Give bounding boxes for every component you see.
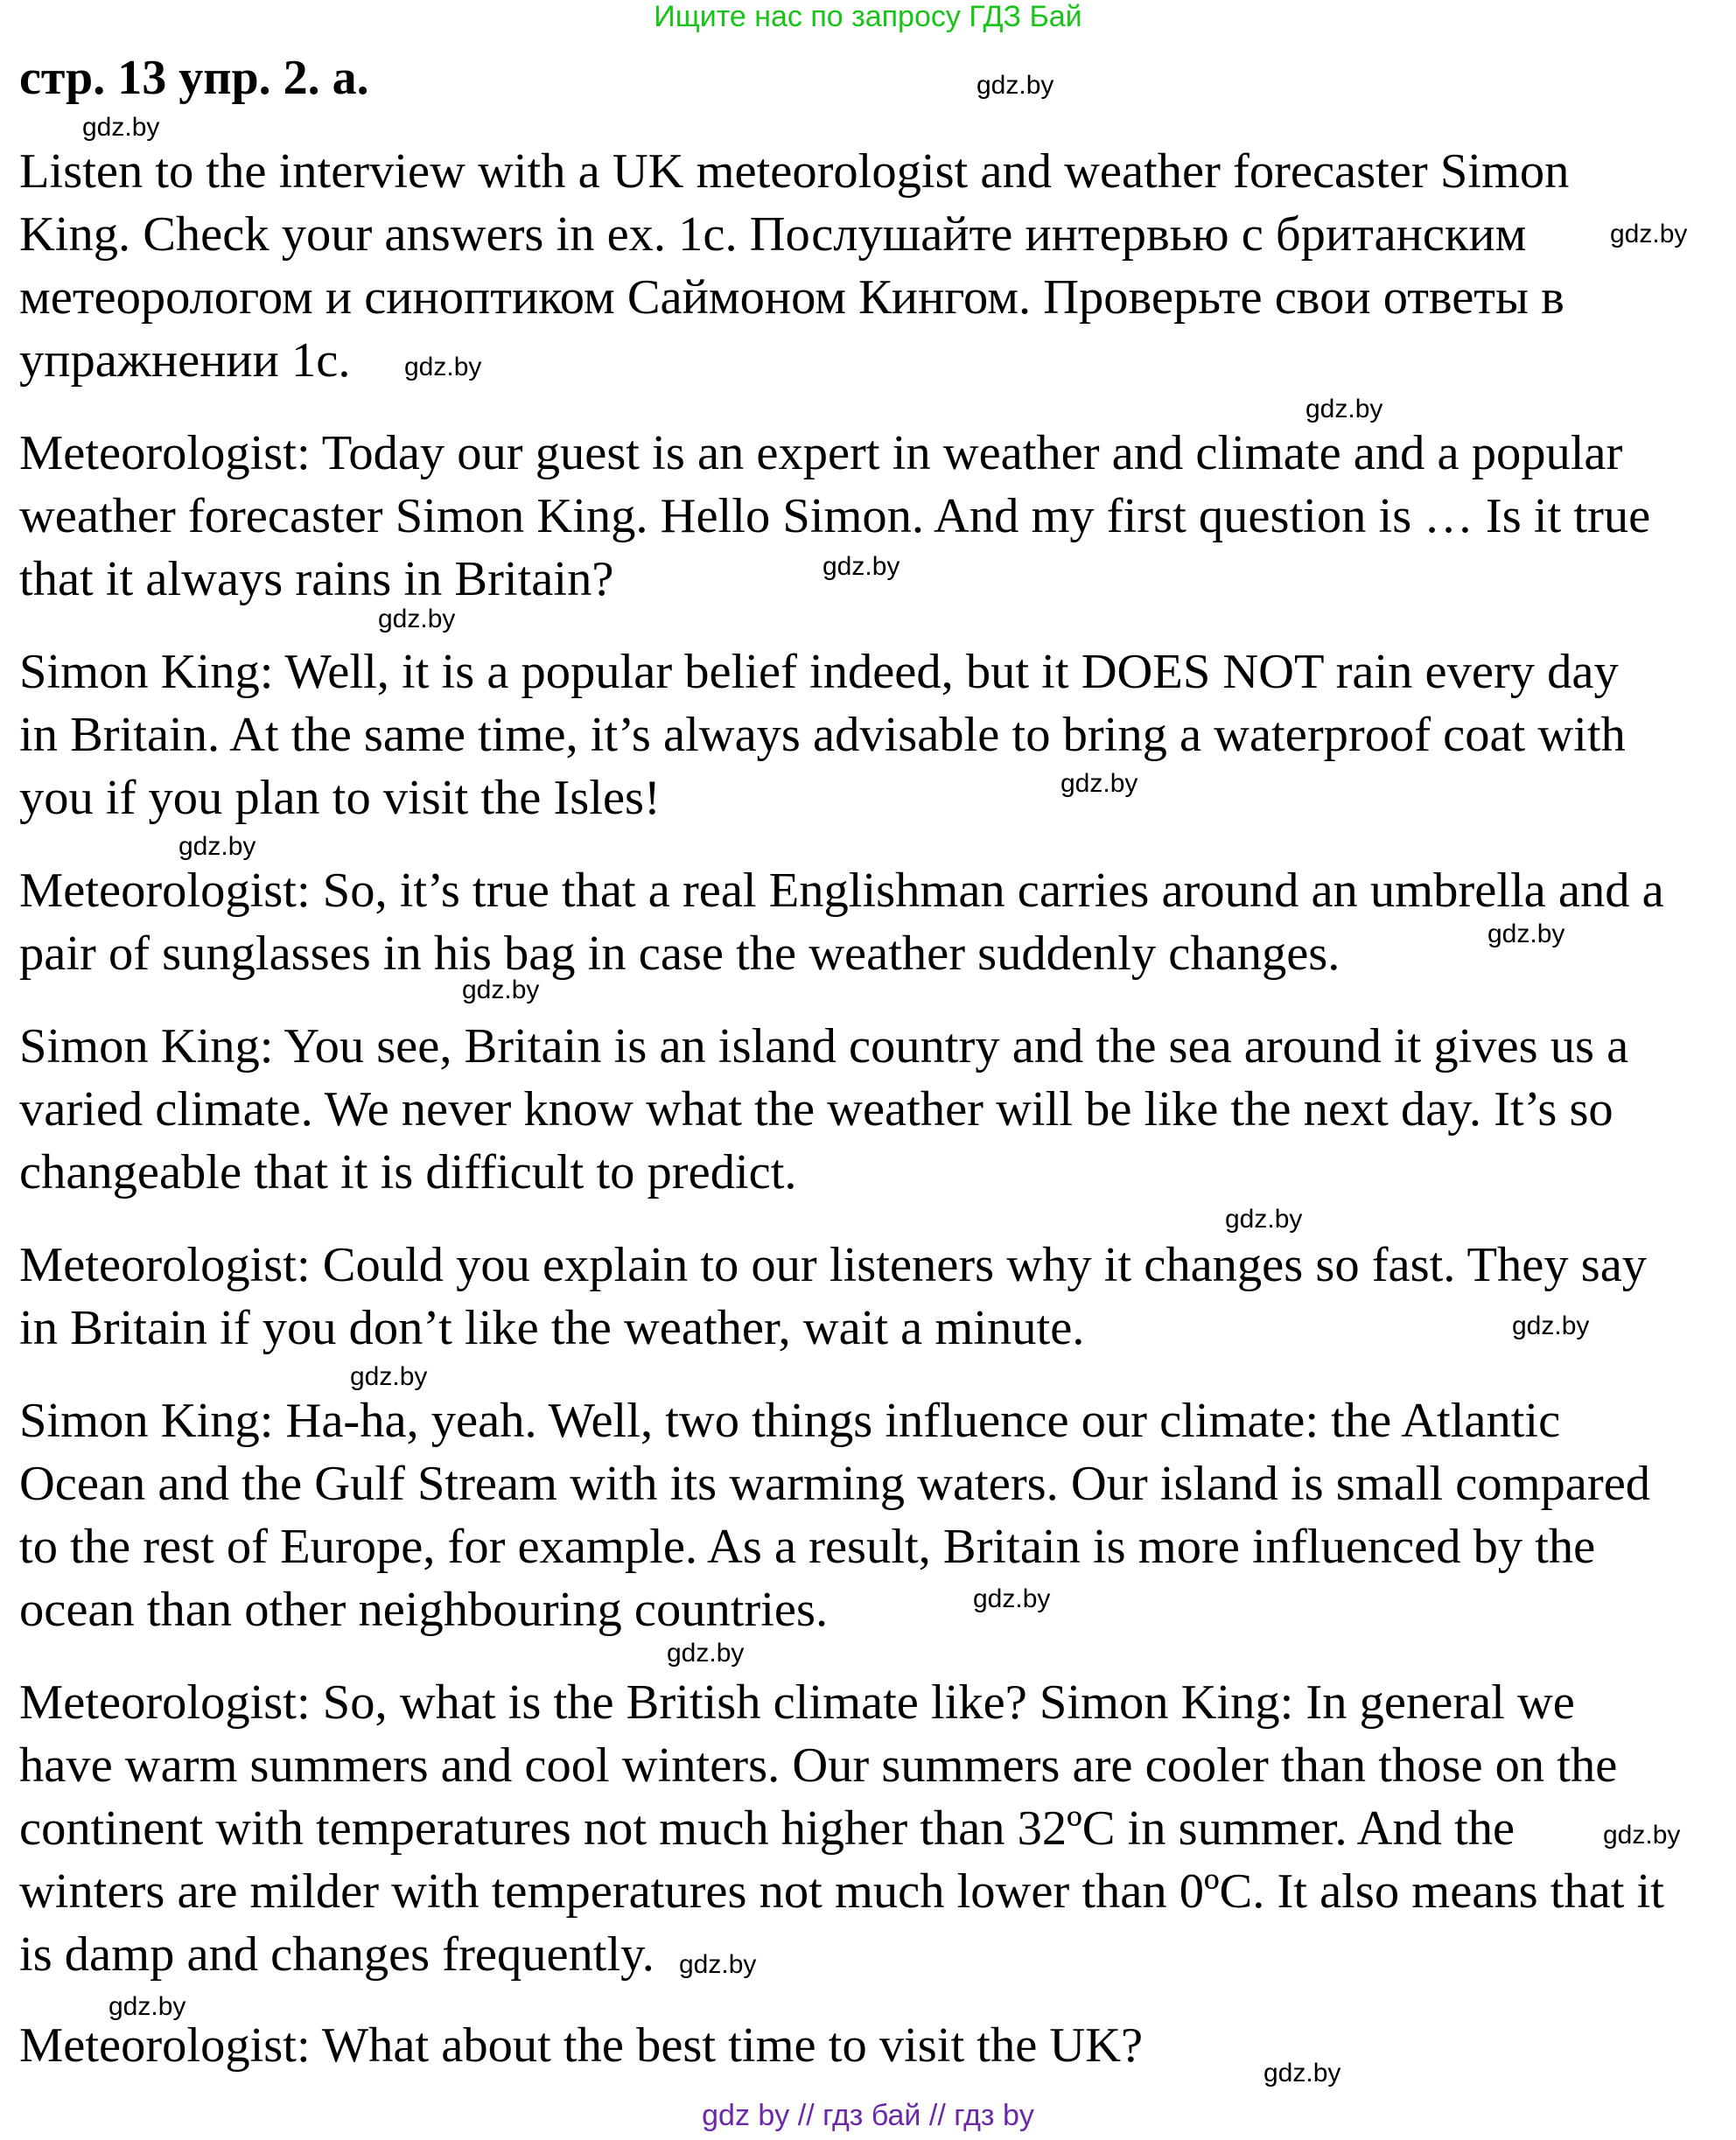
watermark: gdz.by: [1512, 1311, 1590, 1340]
paragraph-line: Meteorologist: So, it’s true that a real Englishman carries around an umbrella and a: [19, 864, 1664, 918]
paragraph-line: Simon King: You see, Britain is an island country and the sea around it gives us a: [19, 1019, 1629, 1073]
watermark: gdz.by: [1306, 395, 1383, 423]
watermark: gdz.by: [1264, 2059, 1341, 2088]
watermark: gdz.by: [462, 976, 540, 1004]
dialogue-paragraph: [19, 1671, 1726, 1986]
watermark: gdz.by: [404, 353, 482, 381]
paragraph-line: Ocean and the Gulf Stream with its warming waters. Our island is small compared: [19, 1457, 1651, 1511]
paragraph-line: you if you plan to visit the Isles!: [19, 771, 661, 825]
watermark: gdz.by: [1610, 220, 1688, 248]
paragraph-line: Simon King: Ha-ha, yeah. Well, two things influence our climate: the Atlantic: [19, 1394, 1561, 1448]
watermark: gdz.by: [178, 832, 256, 861]
paragraph-line: winters are milder with temperatures not much lower than 0ºC. It also means that it: [19, 1864, 1664, 1919]
dialogue-paragraph: [19, 1234, 1726, 1360]
paragraph-line: have warm summers and cool winters. Our summers are cooler than those on the: [19, 1738, 1618, 1793]
paragraph-line: упражнении 1c.: [19, 333, 351, 388]
paragraph-line: Listen to the interview with a UK meteorologist and weather forecaster Simon: [19, 144, 1570, 199]
watermark: gdz.by: [679, 1950, 757, 1979]
paragraph-line: changeable that it is difficult to predict.: [19, 1145, 797, 1199]
dialogue-paragraph: [19, 640, 1726, 829]
paragraph-line: ocean than other neighbouring countries.: [19, 1583, 829, 1637]
paragraph-line: Meteorologist: What about the best time to visit the UK?: [19, 2018, 1144, 2073]
footer-links: gdz by // гдз бай // гдз by: [702, 2099, 1034, 2132]
watermark: gdz.by: [82, 113, 160, 142]
watermark: gdz.by: [973, 1584, 1051, 1613]
dialogue-paragraph: [19, 859, 1726, 985]
watermark: gdz.by: [1225, 1205, 1303, 1234]
dialogue-paragraph: [19, 1389, 1726, 1641]
dialogue-paragraph: [19, 2014, 1726, 2077]
watermark: gdz.by: [350, 1362, 428, 1391]
paragraph-line: varied climate. We never know what the weather will be like the next day. It’s so: [19, 1082, 1614, 1136]
paragraph-line: Meteorologist: So, what is the British climate like? Simon King: In general we: [19, 1675, 1575, 1730]
paragraph-line: pair of sunglasses in his bag in case the weather suddenly changes.: [19, 927, 1340, 981]
watermark: gdz.by: [108, 1992, 186, 2021]
watermark: gdz.by: [822, 552, 900, 581]
paragraph-line: Meteorologist: Today our guest is an expert in weather and climate and a popular: [19, 426, 1623, 480]
paragraph-line: is damp and changes frequently.: [19, 1927, 654, 1982]
instruction-paragraph: [19, 140, 1726, 392]
paragraph-line: King. Check your answers in ex. 1c. Послушайте интервью с британским: [19, 207, 1527, 262]
paragraph-line: to the rest of Europe, for example. As a result, Britain is more influenced by the: [19, 1520, 1596, 1574]
paragraph-line: continent with temperatures not much higher than 32ºC in summer. And the: [19, 1801, 1516, 1856]
watermark: gdz.by: [378, 605, 456, 633]
dialogue-paragraph: [19, 422, 1726, 611]
paragraph-line: weather forecaster Simon King. Hello Simon. And my first question is … Is it true: [19, 489, 1651, 543]
paragraph-line: that it always rains in Britain?: [19, 552, 614, 606]
watermark: gdz.by: [1488, 920, 1565, 948]
paragraph-line: Simon King: Well, it is a popular belief indeed, but it DOES NOT rain every day: [19, 645, 1619, 699]
watermark: gdz.by: [667, 1639, 745, 1668]
exercise-heading: стр. 13 упр. 2. а.: [19, 51, 369, 105]
paragraph-line: in Britain if you don’t like the weather, wait a minute.: [19, 1301, 1085, 1355]
top-banner: Ищите нас по запросу ГДЗ Бай: [654, 0, 1082, 33]
paragraph-line: in Britain. At the same time, it’s always advisable to bring a waterproof coat with: [19, 708, 1626, 762]
watermark: gdz.by: [976, 71, 1054, 100]
dialogue-paragraph: [19, 1015, 1726, 1204]
watermark: gdz.by: [1603, 1821, 1681, 1850]
paragraph-line: Meteorologist: Could you explain to our listeners why it changes so fast. They say: [19, 1238, 1648, 1292]
watermark: gdz.by: [1060, 769, 1138, 798]
paragraph-line: метеорологом и синоптиком Саймоном Кингом. Проверьте свои ответы в: [19, 270, 1564, 325]
